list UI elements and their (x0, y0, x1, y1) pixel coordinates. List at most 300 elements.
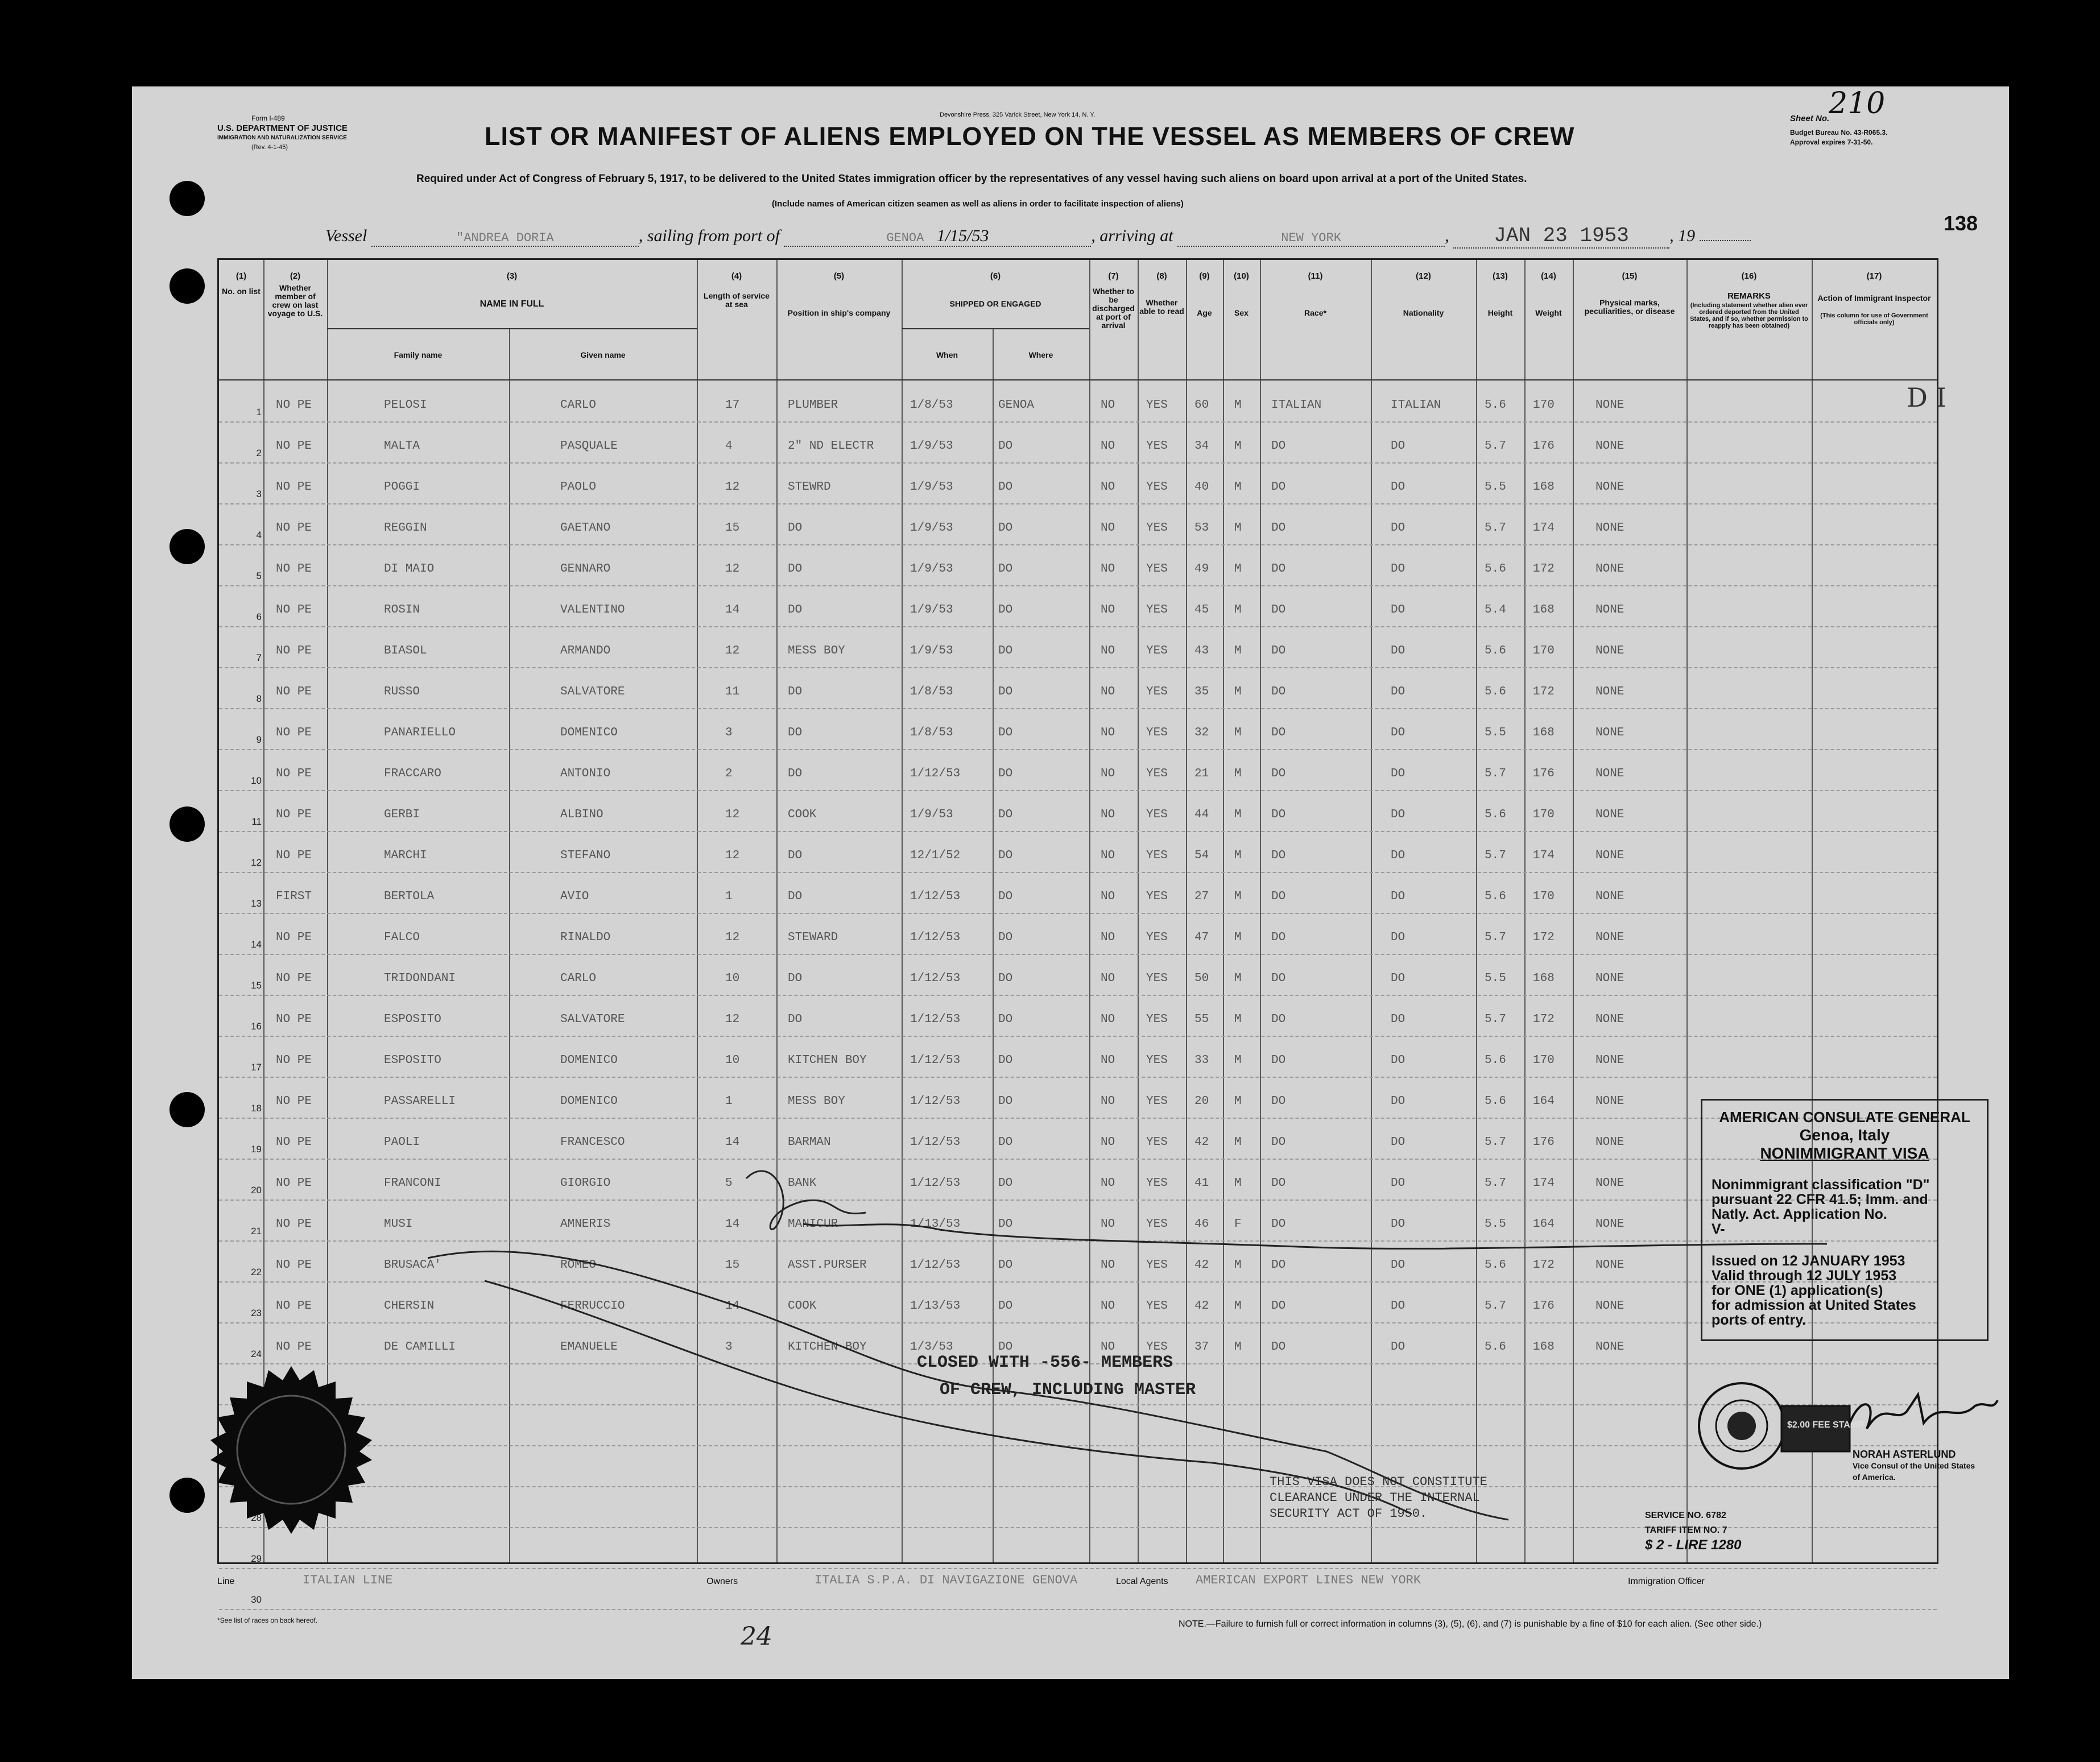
cell-prev: NO PE (276, 931, 312, 944)
cell-age: 20 (1194, 1095, 1209, 1108)
col-num-12: (12) (1416, 271, 1431, 281)
cell-age: 53 (1194, 522, 1209, 535)
cell-nationality: DO (1391, 440, 1405, 453)
cell-position: DO (788, 562, 803, 576)
cell-age: 42 (1194, 1300, 1209, 1313)
cell-sex: F (1234, 1218, 1242, 1231)
cell-height: 5.6 (1485, 562, 1506, 576)
cell-age: 40 (1194, 481, 1209, 494)
cell-weight: 172 (1533, 685, 1555, 698)
requirement-text: Required under Act of Congress of February 5, 1917, to be delivered to the United States immigration officer by the representatives of any vessel having such aliens on board upon arrival at a port of the United States. (416, 173, 1527, 185)
cell-where: DO (998, 1341, 1013, 1354)
owners-label: Owners (706, 1577, 738, 1586)
cell-sex: M (1234, 685, 1242, 698)
cell-height: 5.6 (1485, 399, 1506, 412)
cell-service: 12 (725, 931, 740, 944)
cell-marks: NONE (1595, 849, 1624, 862)
cell-discharged: NO (1101, 644, 1115, 657)
cell-given: RINALDO (560, 931, 611, 944)
printer-imprint: Devonshire Press, 325 Varick Street, New York 14, N. Y. (940, 111, 1096, 118)
cell-where: DO (998, 1218, 1013, 1231)
cell-race: DO (1271, 1341, 1286, 1354)
cell-when: 1/12/53 (910, 1259, 961, 1272)
cell-where: DO (998, 644, 1013, 657)
cell-service: 1 (725, 1095, 733, 1108)
cell-discharged: NO (1101, 1300, 1115, 1313)
cell-marks: NONE (1595, 1259, 1624, 1272)
cell-position: 2" ND ELECTR (788, 440, 874, 453)
cell-service: 4 (725, 440, 733, 453)
col-header-inspector-note: (This column for use of Government officials only) (1820, 312, 1928, 326)
cell-family: DE CAMILLI (384, 1341, 456, 1354)
cell-nationality: DO (1391, 1054, 1405, 1067)
col-header-age: Age (1197, 308, 1212, 317)
cell-race: DO (1271, 1013, 1286, 1026)
cell-discharged: NO (1101, 603, 1115, 617)
cell-when: 1/9/53 (910, 522, 953, 535)
cell-family: FRACCARO (384, 767, 441, 780)
cell-service: 14 (725, 603, 740, 617)
cell-sex: M (1234, 399, 1242, 412)
cell-read: YES (1146, 562, 1168, 576)
cell-race: DO (1271, 440, 1286, 453)
cell-position: DO (788, 972, 803, 985)
cell-weight: 164 (1533, 1218, 1555, 1231)
cell-race: DO (1271, 1300, 1286, 1313)
cell-prev: NO PE (276, 1341, 312, 1354)
col-num-7: (7) (1108, 271, 1119, 281)
notary-seal (206, 1363, 377, 1534)
cell-service: 14 (725, 1136, 740, 1149)
cell-weight: 164 (1533, 1095, 1555, 1108)
col-num-16: (16) (1741, 271, 1757, 281)
stamp-validity (1712, 1254, 1987, 1327)
cell-nationality: DO (1391, 603, 1405, 617)
cell-nationality: DO (1391, 522, 1405, 535)
cell-given: STEFANO (560, 849, 611, 862)
col-header-last-voyage: Whether member of crew on last voyage to U.S. (267, 283, 323, 318)
cell-nationality: DO (1391, 1300, 1405, 1313)
cell-discharged: NO (1101, 522, 1115, 535)
cell-weight: 170 (1533, 890, 1555, 903)
cell-marks: NONE (1595, 644, 1624, 657)
cell-weight: 172 (1533, 1013, 1555, 1026)
cell-position: BANK (788, 1177, 817, 1190)
visa-disclaimer-line-3: SECURITY ACT OF 1950. (1270, 1507, 1428, 1521)
cell-race: DO (1271, 644, 1286, 657)
row-number: 19 (251, 1144, 262, 1155)
cell-weight: 172 (1533, 1259, 1555, 1272)
cell-race: DO (1271, 931, 1286, 944)
cell-sex: M (1234, 522, 1242, 535)
cell-family: GERBI (384, 808, 420, 821)
cell-race: DO (1271, 1177, 1286, 1190)
cell-marks: NONE (1595, 562, 1624, 576)
agents-value: AMERICAN EXPORT LINES NEW YORK (1196, 1573, 1421, 1587)
cell-marks: NONE (1595, 931, 1624, 944)
cell-when: 1/12/53 (910, 972, 961, 985)
col-header-inspector: Action of Immigrant Inspector (1817, 293, 1931, 303)
cell-when: 1/9/53 (910, 808, 953, 821)
cell-service: 1 (725, 890, 733, 903)
approval-expiry: Approval expires 7-31-50. (1790, 138, 1873, 146)
cell-race: ITALIAN (1271, 399, 1322, 412)
cell-given: GIORGIO (560, 1177, 611, 1190)
service-name: IMMIGRATION AND NATURALIZATION SERVICE (217, 135, 347, 141)
cell-age: 55 (1194, 1013, 1209, 1026)
cell-service: 3 (725, 726, 733, 739)
cell-prev: NO PE (276, 481, 312, 494)
cell-position: DO (788, 726, 803, 739)
stamp-line-classification: Nonimmigrant classification "D" (1712, 1177, 1930, 1193)
cell-height: 5.5 (1485, 1218, 1506, 1231)
col-header-no: No. on list (222, 287, 261, 296)
stamp-issued-on: Issued on 12 JANUARY 1953 (1712, 1253, 1905, 1269)
cell-height: 5.7 (1485, 1177, 1506, 1190)
cell-where: DO (998, 726, 1013, 739)
consul-signature (1844, 1389, 2003, 1440)
cell-when: 1/8/53 (910, 399, 953, 412)
cell-read: YES (1146, 1341, 1168, 1354)
cell-weight: 174 (1533, 1177, 1555, 1190)
cell-given: DOMENICO (560, 1054, 618, 1067)
cell-discharged: NO (1101, 1177, 1115, 1190)
cell-weight: 170 (1533, 808, 1555, 821)
cell-family: PANARIELLO (384, 726, 456, 739)
cell-race: DO (1271, 1054, 1286, 1067)
line-value: ITALIAN LINE (303, 1573, 393, 1587)
cell-service: 12 (725, 808, 740, 821)
col-num-2: (2) (290, 271, 301, 281)
cell-when: 1/12/53 (910, 1136, 961, 1149)
cell-prev: NO PE (276, 1259, 312, 1272)
cell-read: YES (1146, 1259, 1168, 1272)
visa-disclaimer-line-2: CLEARANCE UNDER THE INTERNAL (1270, 1491, 1480, 1505)
cell-marks: NONE (1595, 603, 1624, 617)
col-header-read: Whether able to read (1139, 298, 1184, 316)
stamp-ports: ports of entry. (1712, 1312, 1807, 1328)
cell-age: 27 (1194, 890, 1209, 903)
cell-where: DO (998, 562, 1013, 576)
cell-marks: NONE (1595, 440, 1624, 453)
cell-family: ROSIN (384, 603, 420, 617)
row-number: 2 (256, 448, 262, 458)
cell-prev: NO PE (276, 1136, 312, 1149)
closed-note-line-2: OF CREW, INCLUDING MASTER (940, 1380, 1196, 1400)
cell-prev: NO PE (276, 972, 312, 985)
cell-when: 1/12/53 (910, 1095, 961, 1108)
sailing-date: 1/15/53 (936, 226, 989, 245)
cell-sex: M (1234, 481, 1242, 494)
fee-stamp: $2.00 FEE STAMP (1787, 1420, 1864, 1430)
cell-read: YES (1146, 1136, 1168, 1149)
punch-hole (170, 529, 205, 564)
cell-given: ANTONIO (560, 767, 611, 780)
row-number: 9 (256, 734, 262, 745)
row-number: 30 (251, 1594, 262, 1605)
col-header-weight: Weight (1535, 308, 1562, 317)
cell-where: DO (998, 972, 1013, 985)
cell-service: 17 (725, 399, 740, 412)
department-name: U.S. DEPARTMENT OF JUSTICE (217, 123, 348, 133)
cell-nationality: DO (1391, 1136, 1405, 1149)
cell-nationality: DO (1391, 1177, 1405, 1190)
cell-race: DO (1271, 1218, 1286, 1231)
cell-sex: M (1234, 1054, 1242, 1067)
cell-weight: 176 (1533, 440, 1555, 453)
cell-when: 1/9/53 (910, 562, 953, 576)
cell-read: YES (1146, 1013, 1168, 1026)
cell-age: 35 (1194, 685, 1209, 698)
cell-nationality: DO (1391, 849, 1405, 862)
cell-nationality: DO (1391, 726, 1405, 739)
cell-where: DO (998, 808, 1013, 821)
cell-age: 45 (1194, 603, 1209, 617)
sheet-number: 210 (1829, 86, 1886, 121)
cell-family: ESPOSITO (384, 1013, 441, 1026)
cell-given: CARLO (560, 972, 597, 985)
cell-prev: NO PE (276, 644, 312, 657)
cell-given: AVIO (560, 890, 589, 903)
cell-when: 12/1/52 (910, 849, 961, 862)
cell-where: DO (998, 931, 1013, 944)
sheet-label: Sheet No. (1790, 114, 1830, 123)
cell-marks: NONE (1595, 1300, 1624, 1313)
row-number: 15 (251, 980, 262, 991)
cell-sex: M (1234, 808, 1242, 821)
row-number: 6 (256, 611, 262, 622)
cell-discharged: NO (1101, 1341, 1115, 1354)
cell-position: DO (788, 890, 803, 903)
col-num-8: (8) (1156, 271, 1167, 281)
cell-discharged: NO (1101, 1013, 1115, 1026)
cell-where: GENOA (998, 399, 1035, 412)
cell-age: 50 (1194, 972, 1209, 985)
cell-read: YES (1146, 481, 1168, 494)
cell-sex: M (1234, 931, 1242, 944)
cell-given: SALVATORE (560, 1013, 625, 1026)
cell-given: VALENTINO (560, 603, 625, 617)
cell-given: GENNARO (560, 562, 611, 576)
cell-prev: NO PE (276, 603, 312, 617)
cell-when: 1/12/53 (910, 1054, 961, 1067)
vessel-label: Vessel (325, 226, 367, 245)
cell-service: 12 (725, 849, 740, 862)
cell-sex: M (1234, 644, 1242, 657)
cell-read: YES (1146, 808, 1168, 821)
row-number: 23 (251, 1308, 262, 1318)
cell-marks: NONE (1595, 399, 1624, 412)
race-note: *See list of races on back hereof. (217, 1616, 318, 1624)
row-number: 10 (251, 775, 262, 786)
cell-family: MARCHI (384, 849, 427, 862)
cell-height: 5.6 (1485, 1095, 1506, 1108)
cell-position: KITCHEN BOY (788, 1054, 867, 1067)
cell-discharged: NO (1101, 1054, 1115, 1067)
cell-nationality: DO (1391, 931, 1405, 944)
col-header-name: NAME IN FULL (479, 299, 544, 309)
cell-marks: NONE (1595, 726, 1624, 739)
cell-discharged: NO (1101, 890, 1115, 903)
cell-nationality: DO (1391, 1341, 1405, 1354)
cell-service: 15 (725, 522, 740, 535)
cell-where: DO (998, 890, 1013, 903)
row-number: 22 (251, 1267, 262, 1277)
cell-race: DO (1271, 685, 1286, 698)
cell-marks: NONE (1595, 1177, 1624, 1190)
cell-when: 1/9/53 (910, 644, 953, 657)
cell-given: FERRUCCIO (560, 1300, 625, 1313)
cell-age: 60 (1194, 399, 1209, 412)
closed-note-line-1: CLOSED WITH -556- MEMBERS (917, 1353, 1173, 1372)
col-header-when: When (936, 350, 958, 359)
cell-marks: NONE (1595, 1013, 1624, 1026)
arrival-date: JAN 23 1953 (1494, 224, 1629, 247)
cell-sex: M (1234, 440, 1242, 453)
tariff-item: TARIFF ITEM NO. 7 (1645, 1525, 1727, 1535)
stamp-city: Genoa, Italy (1799, 1126, 1890, 1144)
cell-sex: M (1234, 849, 1242, 862)
cell-weight: 172 (1533, 931, 1555, 944)
penalty-note: NOTE.—Failure to furnish full or correct information in columns (3), (5), (6), and (7) is punishable by a fine of $10 for each alien. (See other side.) (1179, 1619, 1762, 1629)
cell-race: DO (1271, 1136, 1286, 1149)
cell-weight: 170 (1533, 1054, 1555, 1067)
cell-given: PAOLO (560, 481, 597, 494)
cell-where: DO (998, 767, 1013, 780)
row-number: 5 (256, 570, 262, 581)
visa-disclaimer-line-1: THIS VISA DOES NOT CONSTITUTE (1270, 1475, 1487, 1489)
owners-value: ITALIA S.P.A. DI NAVIGAZIONE GENOVA (815, 1573, 1078, 1587)
cell-when: 1/9/53 (910, 440, 953, 453)
cell-position: ASST.PURSER (788, 1259, 867, 1272)
cell-service: 12 (725, 481, 740, 494)
year-label: 19 (1678, 226, 1696, 245)
row-number: 4 (256, 530, 262, 540)
cell-height: 5.7 (1485, 931, 1506, 944)
row-number: 28 (251, 1512, 262, 1523)
cell-prev: NO PE (276, 1095, 312, 1108)
cell-service: 10 (725, 972, 740, 985)
form-number: Form I-489 (251, 114, 285, 122)
cell-age: 42 (1194, 1136, 1209, 1149)
cell-where: DO (998, 685, 1013, 698)
cell-service: 3 (725, 1341, 733, 1354)
cell-position: STEWARD (788, 931, 838, 944)
cell-race: DO (1271, 481, 1286, 494)
include-note: (Include names of American citizen seamen as well as aliens in order to facilitate inspection of aliens) (772, 199, 1184, 209)
cell-height: 5.5 (1485, 972, 1506, 985)
cell-discharged: NO (1101, 849, 1115, 862)
cell-prev: NO PE (276, 726, 312, 739)
cell-family: PELOSI (384, 399, 427, 412)
voyage-line: Vessel "ANDREA DORIA , sailing from port of GENOA 1/15/53 , arriving at NEW YORK , JAN 23 1953 , 19 (325, 224, 1751, 249)
cell-where: DO (998, 1095, 1013, 1108)
cell-age: 32 (1194, 726, 1209, 739)
cell-weight: 170 (1533, 644, 1555, 657)
cell-service: 15 (725, 1259, 740, 1272)
cell-weight: 168 (1533, 481, 1555, 494)
cell-sex: M (1234, 972, 1242, 985)
cell-discharged: NO (1101, 931, 1115, 944)
cell-age: 54 (1194, 849, 1209, 862)
cell-where: DO (998, 1177, 1013, 1190)
cell-read: YES (1146, 726, 1168, 739)
row-number: 16 (251, 1021, 262, 1032)
cell-read: YES (1146, 440, 1168, 453)
cell-when: 1/12/53 (910, 931, 961, 944)
cell-age: 46 (1194, 1218, 1209, 1231)
cell-when: 1/12/53 (910, 767, 961, 780)
cell-given: SALVATORE (560, 685, 625, 698)
cell-service: 14 (725, 1218, 740, 1231)
stamp-valid-through: Valid through 12 JULY 1953 (1712, 1268, 1897, 1284)
cell-service: 5 (725, 1177, 733, 1190)
row-number: 11 (251, 816, 262, 827)
cell-where: DO (998, 481, 1013, 494)
cell-nationality: DO (1391, 1218, 1405, 1231)
cell-discharged: NO (1101, 1259, 1115, 1272)
cell-prev: NO PE (276, 685, 312, 698)
cell-race: DO (1271, 603, 1286, 617)
cell-prev: NO PE (276, 1054, 312, 1067)
cell-prev: FIRST (276, 890, 312, 903)
cell-marks: NONE (1595, 1054, 1624, 1067)
cell-age: 37 (1194, 1341, 1209, 1354)
row-number: 24 (251, 1349, 262, 1359)
cell-discharged: NO (1101, 562, 1115, 576)
cell-height: 5.7 (1485, 440, 1506, 453)
cell-age: 21 (1194, 767, 1209, 780)
cell-read: YES (1146, 890, 1168, 903)
cell-position: DO (788, 767, 803, 780)
cell-age: 47 (1194, 931, 1209, 944)
cell-position: DO (788, 1013, 803, 1026)
cell-family: FRANCONI (384, 1177, 441, 1190)
cell-nationality: ITALIAN (1391, 399, 1441, 412)
cell-sex: M (1234, 1300, 1242, 1313)
row-number: 13 (251, 898, 262, 909)
cell-prev: NO PE (276, 1300, 312, 1313)
footer (217, 1565, 1935, 1599)
cell-height: 5.7 (1485, 1136, 1506, 1149)
cell-weight: 172 (1533, 562, 1555, 576)
row-number: 20 (251, 1185, 262, 1196)
consul-name: NORAH ASTERLUND (1853, 1449, 1956, 1460)
col-header-given-name: Given name (580, 350, 626, 359)
cell-given: FRANCESCO (560, 1136, 625, 1149)
cell-family: POGGI (384, 481, 420, 494)
cell-family: PAOLI (384, 1136, 420, 1149)
line-label: Line (217, 1577, 235, 1586)
revision: (Rev. 4-1-45) (251, 144, 288, 151)
row-number: 3 (256, 489, 262, 499)
col-header-where: Where (1028, 350, 1053, 359)
cell-read: YES (1146, 1054, 1168, 1067)
cell-nationality: DO (1391, 1013, 1405, 1026)
row-number: 14 (251, 939, 262, 950)
cell-age: 49 (1194, 562, 1209, 576)
cell-marks: NONE (1595, 808, 1624, 821)
cell-read: YES (1146, 399, 1168, 412)
cell-weight: 168 (1533, 603, 1555, 617)
cell-when: 1/12/53 (910, 1177, 961, 1190)
cell-nationality: DO (1391, 562, 1405, 576)
cell-family: REGGIN (384, 522, 427, 535)
budget-bureau: Budget Bureau No. 43-R065.3. (1790, 129, 1888, 137)
col-num-9: (9) (1199, 271, 1210, 281)
form-title: LIST OR MANIFEST OF ALIENS EMPLOYED ON THE VESSEL AS MEMBERS OF CREW (485, 122, 1575, 151)
col-num-3: (3) (506, 271, 518, 281)
